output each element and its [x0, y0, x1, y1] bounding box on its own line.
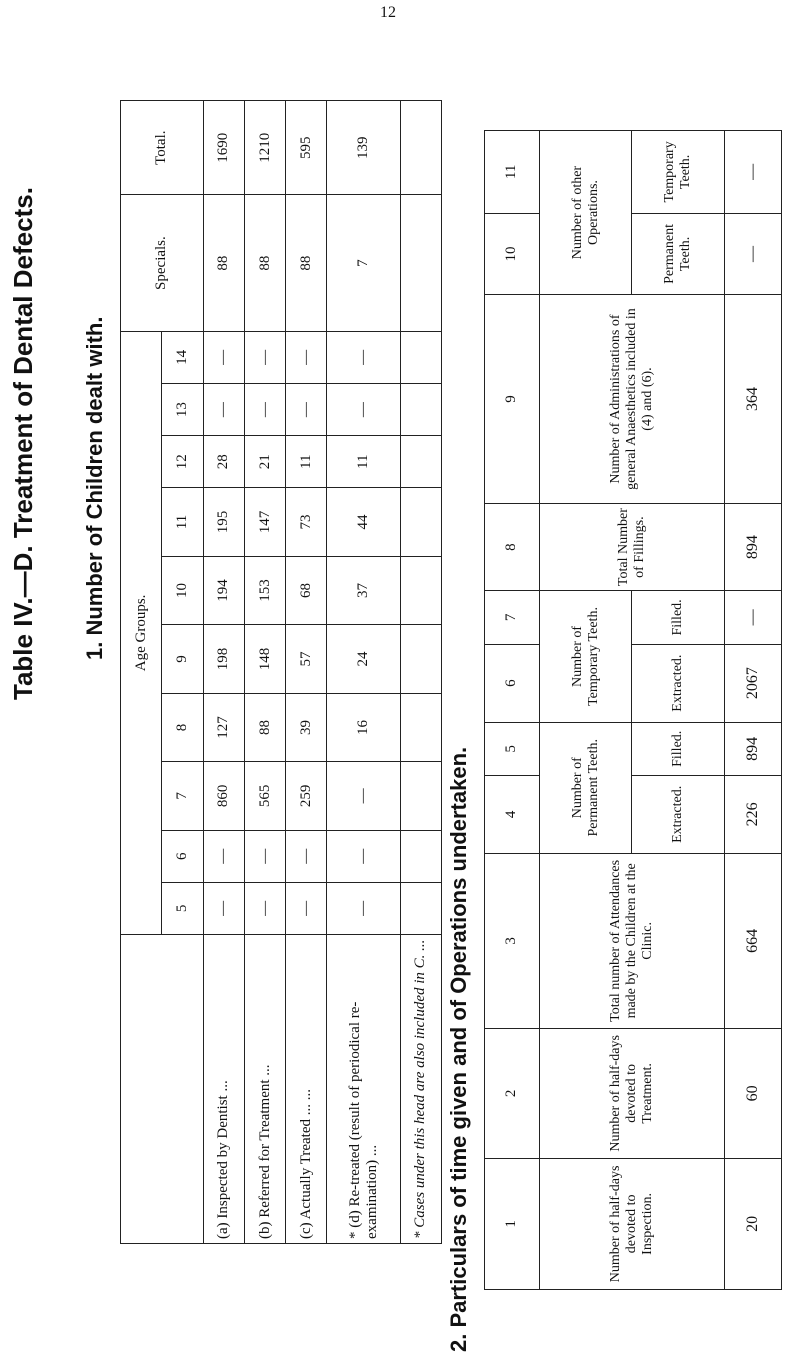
cell: 16	[327, 693, 400, 761]
cell: —	[244, 383, 285, 435]
cell	[400, 830, 441, 882]
operations-table	[484, 130, 782, 1290]
cell: 11	[286, 436, 327, 488]
age-header: 9	[162, 625, 203, 693]
cell: 194	[203, 556, 244, 624]
table-row	[327, 101, 400, 1244]
cell: —	[286, 331, 327, 383]
cell: 11	[327, 436, 400, 488]
row-label: (c) Actually Treated ... ...	[286, 935, 327, 1244]
temp-filled-header: Filled.	[632, 591, 724, 644]
cell: —	[724, 131, 781, 214]
cell: —	[286, 882, 327, 934]
row-label: (a) Inspected by Dentist ...	[203, 935, 244, 1244]
row-label: (b) Referred for Treatment ...	[244, 935, 285, 1244]
total-fillings-header: Total Number of Fillings.	[539, 503, 724, 590]
cell: 68	[286, 556, 327, 624]
table-row	[286, 101, 327, 1244]
cell	[400, 625, 441, 693]
cell: —	[724, 591, 781, 644]
cell	[400, 556, 441, 624]
age-header: 12	[162, 436, 203, 488]
cell	[400, 882, 441, 934]
cell: —	[286, 383, 327, 435]
other-operations-header: Number of other Operations.	[539, 131, 631, 295]
col-number: 4	[485, 775, 540, 853]
age-groups-header: Age Groups.	[121, 331, 162, 934]
cell: —	[286, 830, 327, 882]
col-number: 6	[485, 644, 540, 722]
half-days-inspection-header: Number of half-days devoted to Inspection.	[539, 1158, 724, 1289]
table-row	[400, 101, 441, 1244]
row-label: * (d) Re-treated (result of periodical re-examination) ...	[327, 935, 400, 1244]
children-dealt-with-table	[120, 100, 442, 1244]
cell: 60	[724, 1028, 781, 1158]
col-number: 11	[485, 131, 540, 214]
cell: 127	[203, 693, 244, 761]
cell: 153	[244, 556, 285, 624]
table-title: Table IV.—D. Treatment of Dental Defects.	[8, 187, 38, 700]
half-days-treatment-header: Number of half-days devoted to Treatment.	[539, 1028, 724, 1158]
col-number: 7	[485, 591, 540, 644]
total-cell	[400, 101, 441, 195]
specials-cell: 88	[203, 195, 244, 331]
cell: 894	[724, 722, 781, 775]
cell: 44	[327, 488, 400, 556]
cell	[400, 693, 441, 761]
cell: 37	[327, 556, 400, 624]
cell	[400, 762, 441, 830]
cell: —	[327, 762, 400, 830]
col-number: 10	[485, 213, 540, 294]
cell: —	[724, 213, 781, 294]
row-label-header	[121, 935, 204, 1244]
other-permanent-header: Permanent Teeth.	[632, 213, 724, 294]
temporary-teeth-header: Number of Temporary Teeth.	[539, 591, 631, 722]
anaesthetics-header: Number of Administrations of general Anaesthetics included in (4) and (6).	[539, 295, 724, 504]
total-header: Total.	[121, 101, 204, 195]
col-number: 3	[485, 853, 540, 1028]
cell: 39	[286, 693, 327, 761]
specials-cell: 88	[244, 195, 285, 331]
page-number: 12	[380, 4, 396, 21]
age-header: 10	[162, 556, 203, 624]
specials-cell: 7	[327, 195, 400, 331]
col-number: 1	[485, 1158, 540, 1289]
cell: —	[244, 882, 285, 934]
cell: —	[203, 331, 244, 383]
cell: 2067	[724, 644, 781, 722]
cell: —	[203, 383, 244, 435]
cell: 24	[327, 625, 400, 693]
col-number: 5	[485, 722, 540, 775]
cell	[400, 488, 441, 556]
cell: —	[327, 383, 400, 435]
cell: 28	[203, 436, 244, 488]
specials-cell: 88	[286, 195, 327, 331]
cell: 664	[724, 853, 781, 1028]
cell: 565	[244, 762, 285, 830]
cell: 73	[286, 488, 327, 556]
cell: 894	[724, 503, 781, 590]
footnote: * Cases under this head are also included in C. ...	[400, 935, 441, 1244]
cell: —	[203, 882, 244, 934]
cell: 147	[244, 488, 285, 556]
permanent-teeth-header: Number of Permanent Teeth.	[539, 722, 631, 853]
col-number: 9	[485, 295, 540, 504]
total-cell: 595	[286, 101, 327, 195]
total-cell: 1690	[203, 101, 244, 195]
table-row	[724, 131, 781, 1290]
cell: —	[327, 830, 400, 882]
specials-cell	[400, 195, 441, 331]
total-cell: 1210	[244, 101, 285, 195]
cell	[400, 436, 441, 488]
cell: 860	[203, 762, 244, 830]
cell: 148	[244, 625, 285, 693]
age-header: 14	[162, 331, 203, 383]
age-header: 6	[162, 830, 203, 882]
cell: 195	[203, 488, 244, 556]
cell: 198	[203, 625, 244, 693]
cell: 259	[286, 762, 327, 830]
specials-header: Specials.	[121, 195, 204, 331]
cell: —	[244, 331, 285, 383]
perm-filled-header: Filled.	[632, 722, 724, 775]
cell: 57	[286, 625, 327, 693]
age-header: 11	[162, 488, 203, 556]
col-number: 2	[485, 1028, 540, 1158]
age-header: 13	[162, 383, 203, 435]
table-row	[203, 101, 244, 1244]
cell: —	[327, 882, 400, 934]
cell: —	[244, 830, 285, 882]
age-header: 7	[162, 762, 203, 830]
section1-title: 1. Number of Children dealt with.	[82, 316, 107, 660]
col-number: 8	[485, 503, 540, 590]
total-cell: 139	[327, 101, 400, 195]
table-row	[244, 101, 285, 1244]
cell: —	[203, 830, 244, 882]
cell	[400, 383, 441, 435]
cell: 21	[244, 436, 285, 488]
cell: 20	[724, 1158, 781, 1289]
perm-extracted-header: Extracted.	[632, 775, 724, 853]
section2-title: 2. Particulars of time given and of Operations undertaken.	[446, 746, 471, 1352]
cell: —	[327, 331, 400, 383]
other-temporary-header: Temporary Teeth.	[632, 131, 724, 214]
age-header: 5	[162, 882, 203, 934]
cell: 88	[244, 693, 285, 761]
cell: 226	[724, 775, 781, 853]
attendances-header: Total number of Attendances made by the Children at the Clinic.	[539, 853, 724, 1028]
age-header: 8	[162, 693, 203, 761]
cell	[400, 331, 441, 383]
cell: 364	[724, 295, 781, 504]
temp-extracted-header: Extracted.	[632, 644, 724, 722]
